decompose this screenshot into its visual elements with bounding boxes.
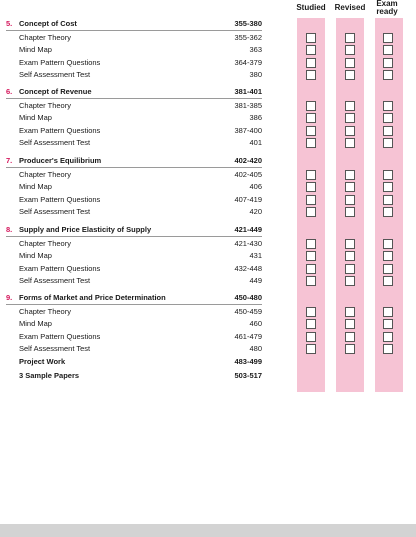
studied-checkbox[interactable] [306, 113, 316, 123]
item-pages: 460 [249, 319, 262, 329]
item-label: Mind Map [19, 319, 52, 329]
item-pages: 381-385 [234, 101, 262, 110]
exam-ready-checkbox[interactable] [383, 332, 393, 342]
chapter-title: Supply and Price Elasticity of Supply [19, 225, 152, 234]
chapter-heading [0, 85, 416, 98]
item-pages: 431 [249, 251, 262, 261]
exam-ready-checkbox[interactable] [383, 126, 393, 136]
exam-ready-checkbox[interactable] [383, 101, 393, 111]
revised-checkbox[interactable] [345, 138, 355, 148]
studied-checkbox[interactable] [306, 101, 316, 111]
item-pages: 420 [249, 206, 262, 216]
item-label: Self Assessment Test [19, 275, 91, 285]
revised-checkbox[interactable] [345, 332, 355, 342]
item-label: Exam Pattern Questions [19, 125, 101, 135]
revised-checkbox[interactable] [345, 170, 355, 180]
item-label: Chapter Theory [19, 307, 71, 316]
item-pages: 363 [249, 45, 262, 55]
chapter-number: 5. [6, 19, 13, 28]
extra-item [0, 369, 416, 382]
chapter-pages: 381-401 [234, 87, 262, 96]
studied-checkbox[interactable] [306, 344, 316, 354]
exam-ready-checkbox[interactable] [383, 319, 393, 329]
studied-checkbox[interactable] [306, 58, 316, 68]
exam-ready-checkbox[interactable] [383, 307, 393, 317]
exam-ready-checkbox[interactable] [383, 58, 393, 68]
studied-checkbox[interactable] [306, 207, 316, 217]
item-pages: 407-419 [234, 194, 262, 204]
chapter-pages: 450-480 [234, 293, 262, 302]
exam-ready-checkbox[interactable] [383, 251, 393, 261]
studied-checkbox[interactable] [306, 251, 316, 261]
item-pages: 461-479 [234, 331, 262, 341]
chapter-title: Producer's Equilibrium [19, 156, 102, 165]
chapter-number: 6. [6, 87, 13, 96]
extra-item [0, 355, 416, 368]
chapter-pages: 402-420 [234, 156, 262, 165]
footer-bar [0, 524, 416, 537]
revised-checkbox[interactable] [345, 251, 355, 261]
item-pages: 432-448 [234, 263, 262, 273]
item-pages: 387-400 [234, 125, 262, 135]
item-label: Mind Map [19, 251, 52, 261]
item-pages: 402-405 [234, 170, 262, 179]
revised-checkbox[interactable] [345, 113, 355, 123]
revised-checkbox[interactable] [345, 239, 355, 249]
item-pages: 364-379 [234, 57, 262, 67]
chapter-heading [0, 154, 416, 167]
exam-ready-header-line1: Exam [376, 0, 398, 8]
studied-checkbox[interactable] [306, 319, 316, 329]
studied-checkbox[interactable] [306, 138, 316, 148]
revised-checkbox[interactable] [345, 344, 355, 354]
chapter-pages: 421-449 [234, 225, 262, 234]
exam-ready-checkbox[interactable] [383, 239, 393, 249]
item-label: Mind Map [19, 113, 52, 123]
item-label: Exam Pattern Questions [19, 194, 101, 204]
revised-checkbox[interactable] [345, 58, 355, 68]
chapter-number: 9. [6, 293, 13, 302]
exam-ready-checkbox[interactable] [383, 207, 393, 217]
exam-ready-checkbox[interactable] [383, 138, 393, 148]
item-label: Self Assessment Test [19, 69, 91, 79]
chapter-number: 8. [6, 225, 13, 234]
studied-checkbox[interactable] [306, 276, 316, 286]
extra-title: 3 Sample Papers [19, 371, 80, 380]
exam-ready-checkbox[interactable] [383, 113, 393, 123]
studied-checkbox[interactable] [306, 70, 316, 80]
exam-ready-checkbox[interactable] [383, 182, 393, 192]
revised-column-header: Revised [334, 3, 366, 12]
revised-checkbox[interactable] [345, 319, 355, 329]
chapter-heading [0, 223, 416, 236]
item-label: Exam Pattern Questions [19, 263, 101, 273]
exam-ready-checkbox[interactable] [383, 344, 393, 354]
exam-ready-checkbox[interactable] [383, 195, 393, 205]
studied-checkbox[interactable] [306, 307, 316, 317]
item-label: Exam Pattern Questions [19, 57, 101, 67]
revised-checkbox[interactable] [345, 207, 355, 217]
extra-pages: 483-499 [234, 357, 262, 366]
chapter-title: Forms of Market and Price Determination [19, 293, 166, 302]
revised-checkbox[interactable] [345, 70, 355, 80]
extra-pages: 503-517 [234, 371, 262, 380]
exam-ready-header-line2: ready [376, 7, 398, 16]
chapter-title: Concept of Cost [19, 19, 77, 28]
item-pages: 421-430 [234, 239, 262, 248]
item-label: Exam Pattern Questions [19, 331, 101, 341]
studied-checkbox[interactable] [306, 264, 316, 274]
item-pages: 401 [249, 137, 262, 147]
studied-checkbox[interactable] [306, 33, 316, 43]
item-label: Self Assessment Test [19, 343, 91, 353]
studied-checkbox[interactable] [306, 126, 316, 136]
studied-checkbox[interactable] [306, 332, 316, 342]
exam-ready-checkbox[interactable] [383, 264, 393, 274]
item-label: Self Assessment Test [19, 206, 91, 216]
chapter-number: 7. [6, 156, 13, 165]
chapter-title: Concept of Revenue [19, 87, 92, 96]
item-pages: 380 [249, 69, 262, 79]
studied-checkbox[interactable] [306, 45, 316, 55]
item-pages: 406 [249, 182, 262, 192]
item-pages: 450-459 [234, 307, 262, 316]
exam-ready-checkbox[interactable] [383, 45, 393, 55]
revised-checkbox[interactable] [345, 264, 355, 274]
revised-checkbox[interactable] [345, 276, 355, 286]
revised-checkbox[interactable] [345, 33, 355, 43]
item-label: Chapter Theory [19, 239, 71, 248]
revised-checkbox[interactable] [345, 182, 355, 192]
studied-checkbox[interactable] [306, 182, 316, 192]
studied-checkbox[interactable] [306, 195, 316, 205]
exam-ready-column-header [372, 0, 402, 16]
exam-ready-checkbox[interactable] [383, 33, 393, 43]
item-label: Mind Map [19, 182, 52, 192]
studied-column-header: Studied [296, 3, 326, 12]
chapter-pages: 355-380 [234, 19, 262, 28]
revised-checkbox[interactable] [345, 45, 355, 55]
revised-checkbox[interactable] [345, 307, 355, 317]
item-label: Mind Map [19, 45, 52, 55]
item-label: Self Assessment Test [19, 137, 91, 147]
revised-checkbox[interactable] [345, 126, 355, 136]
item-label: Chapter Theory [19, 33, 71, 42]
studied-checkbox[interactable] [306, 170, 316, 180]
exam-ready-checkbox[interactable] [383, 170, 393, 180]
exam-ready-checkbox[interactable] [383, 276, 393, 286]
item-label: Chapter Theory [19, 101, 71, 110]
chapter-heading [0, 17, 416, 30]
exam-ready-checkbox[interactable] [383, 70, 393, 80]
item-pages: 449 [249, 275, 262, 285]
item-pages: 480 [249, 343, 262, 353]
revised-checkbox[interactable] [345, 195, 355, 205]
item-label: Chapter Theory [19, 170, 71, 179]
chapter-heading [0, 291, 416, 304]
revised-checkbox[interactable] [345, 101, 355, 111]
item-pages: 386 [249, 113, 262, 123]
extra-title: Project Work [19, 357, 66, 366]
studied-checkbox[interactable] [306, 239, 316, 249]
item-pages: 355-362 [234, 33, 262, 42]
